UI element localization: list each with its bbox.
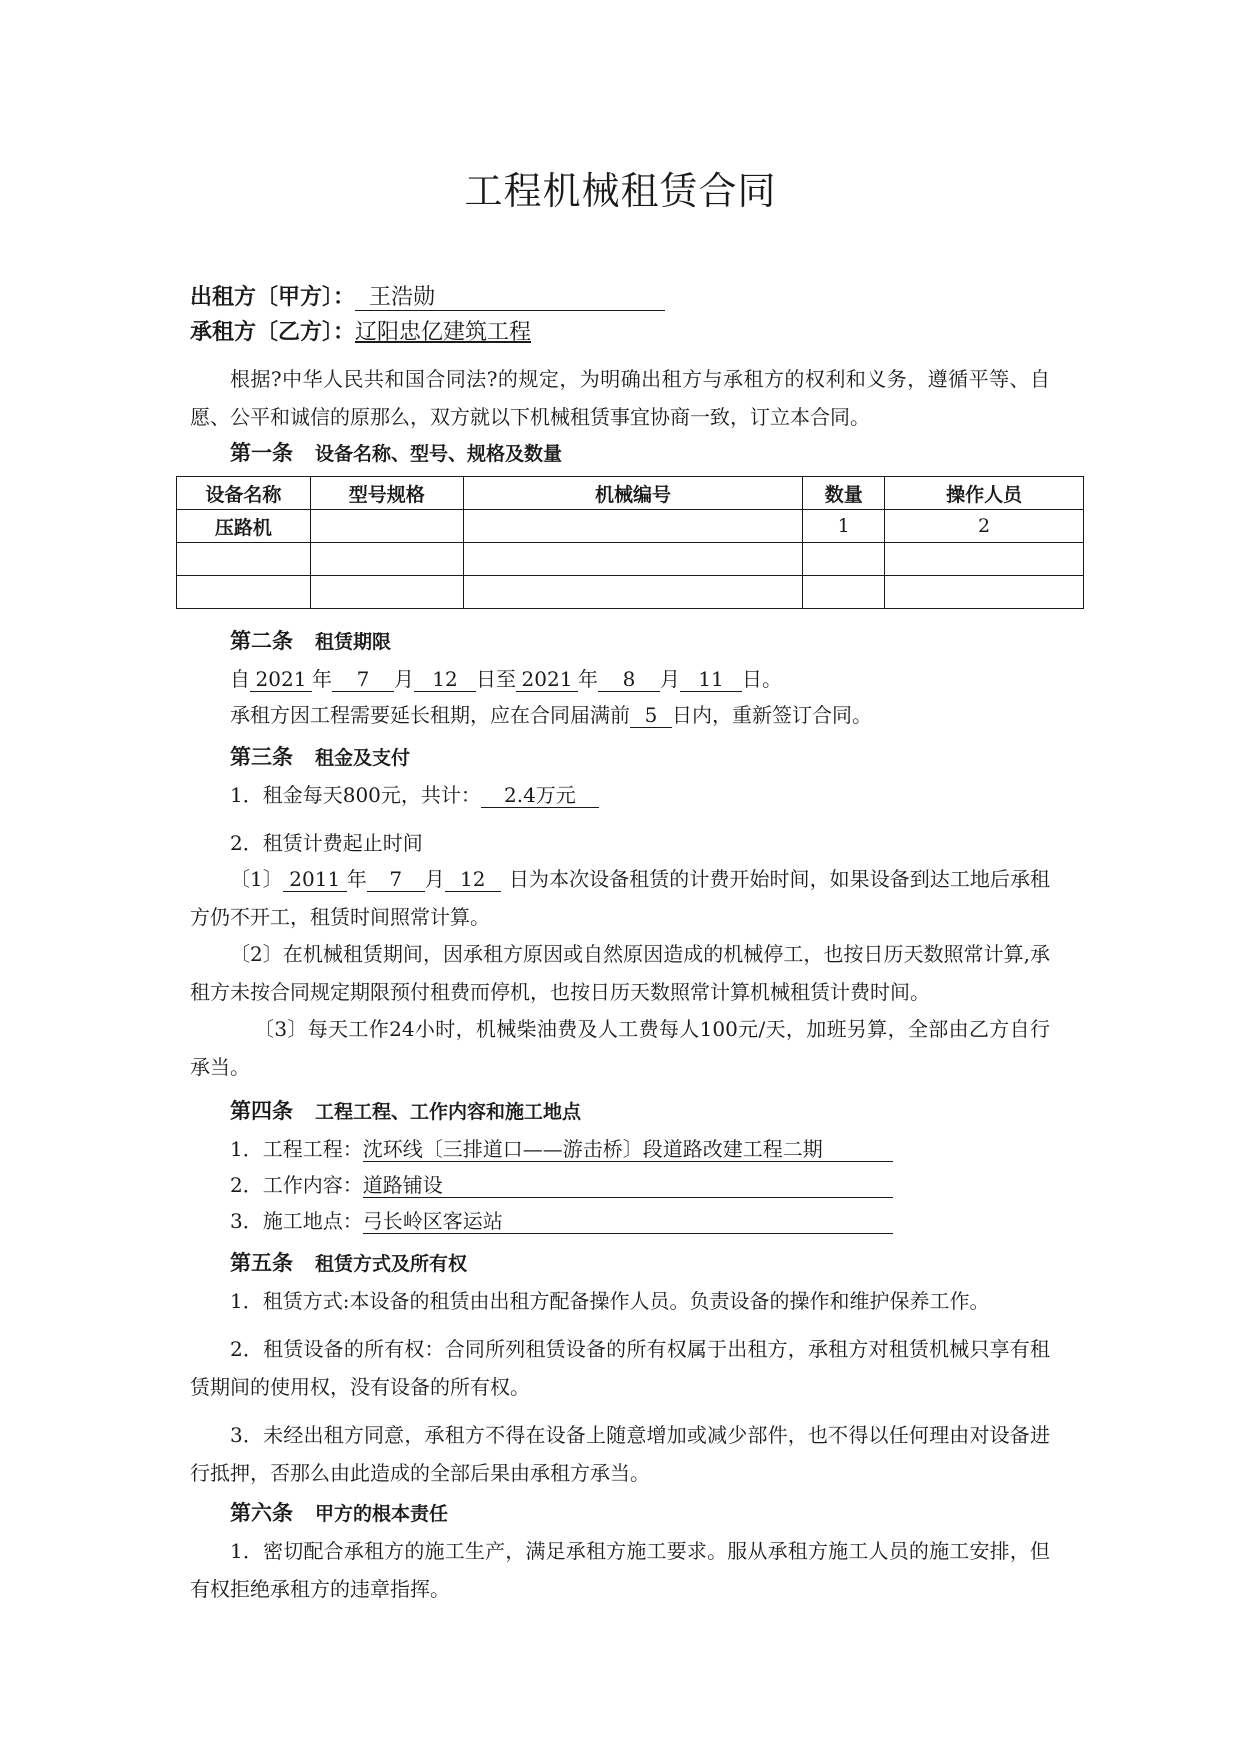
article-6-number: 第六条: [230, 1501, 293, 1525]
art5-item-1: 1．租赁方式:本设备的租赁由出租方配备操作人员。负责设备的操作和维护保养工作。: [230, 1289, 990, 1313]
year-label: 年: [312, 667, 332, 691]
article-2-number: 第二条: [230, 629, 293, 653]
billing-start-month: 7: [367, 867, 425, 892]
article-1-title: 设备名称、型号、规格及数量: [315, 443, 563, 465]
table-cell: [885, 543, 1084, 576]
month-label: 月: [424, 867, 445, 891]
start-year: 2021: [250, 667, 312, 692]
article-6-heading: [230, 1500, 448, 1527]
project-line: [230, 1136, 893, 1162]
table-row: [177, 576, 1084, 609]
lessor-line: [190, 285, 665, 311]
month-label: 月: [394, 667, 414, 691]
table-cell: [177, 543, 311, 576]
period-to-label: 日至: [476, 667, 516, 691]
table-cell: [803, 576, 885, 609]
start-day: 12: [414, 667, 476, 692]
billing-start-text: 日为本次设备租赁的计费开始时间，如果设备到达工地后承租方仍不开工，租赁时间照常计算。: [190, 867, 1050, 929]
table-cell: [463, 510, 803, 543]
article-4-number: 第四条: [230, 1099, 293, 1123]
article-5-title: 租赁方式及所有权: [315, 1253, 468, 1275]
end-day: 11: [680, 667, 742, 692]
article-3-title: 租金及支付: [315, 747, 411, 769]
billing-start-day: 12: [445, 867, 501, 892]
article-5-heading: [230, 1250, 467, 1277]
project-value: 沈环线〔三排道口——游击桥〕段道路改建工程二期: [363, 1137, 893, 1162]
site-line: [230, 1208, 893, 1234]
end-month: 8: [598, 667, 660, 692]
table-cell: 压路机: [177, 510, 311, 543]
table-cell: [310, 576, 463, 609]
table-cell: [463, 576, 803, 609]
intro-paragraph: 根据?中华人民共和国合同法?的规定，为明确出租方与承租方的权利和义务，遵循平等、自愿、公平和诚信的原那么，双方就以下机械租赁事宜协商一致，订立本合同。: [190, 367, 1050, 429]
year-label: 年: [346, 867, 367, 891]
col-header-quantity: 数量: [803, 477, 885, 510]
start-month: 7: [332, 667, 394, 692]
billing-period-heading: 2．租赁计费起止时间: [230, 831, 423, 855]
table-cell: [885, 576, 1084, 609]
table-cell: [310, 543, 463, 576]
site-label: 3．施工地点：: [230, 1209, 363, 1233]
site-value: 弓长岭区客运站: [363, 1209, 893, 1234]
art5-item-2: 2．租赁设备的所有权：合同所列租赁设备的所有权属于出租方，承租方对租赁机械只享有租赁期间的使用权，没有设备的所有权。: [190, 1337, 1050, 1399]
article-1-heading: [230, 440, 562, 467]
work-content-label: 2．工作内容：: [230, 1173, 363, 1197]
article-2-title: 租赁期限: [315, 631, 392, 653]
year-label: 年: [578, 667, 598, 691]
art5-item-3: 3．未经出租方同意，承租方不得在设备上随意增加或减少部件，也不得以任何理由对设备进行抵押，否那么由此造成的全部后果由承租方承当。: [190, 1423, 1050, 1485]
article-3-number: 第三条: [230, 745, 293, 769]
work-content-value: 道路铺设: [363, 1173, 893, 1198]
article-5-number: 第五条: [230, 1251, 293, 1275]
period-end-suffix: 日。: [742, 667, 782, 691]
lessor-label: 出租方〔甲方〕：: [190, 285, 356, 310]
rent-total-value: 2.4万元: [481, 783, 599, 808]
article-4-title: 工程工程、工作内容和施工地点: [315, 1101, 582, 1123]
col-header-name: 设备名称: [177, 477, 311, 510]
rent-daily-label: 1．租金每天800元，共计：: [230, 783, 481, 807]
col-header-model: 型号规格: [310, 477, 463, 510]
extension-suffix: 日内，重新签订合同。: [672, 703, 872, 727]
table-cell: 1: [803, 510, 885, 543]
table-cell: [803, 543, 885, 576]
table-cell: [177, 576, 311, 609]
clause-1-prefix: 〔1〕: [230, 867, 283, 891]
table-cell: [463, 543, 803, 576]
table-cell: 2: [885, 510, 1084, 543]
lease-period-line: [230, 666, 782, 692]
article-3-heading: [230, 744, 410, 771]
billing-start-year: 2011: [283, 867, 347, 892]
lessee-value: 辽阳忠亿建筑工程: [355, 320, 532, 345]
project-label: 1．工程工程：: [230, 1137, 363, 1161]
lessor-value: 王浩勋: [355, 286, 665, 311]
end-year: 2021: [516, 667, 578, 692]
document-title: 工程机械租赁合同: [464, 169, 777, 213]
month-label: 月: [660, 667, 680, 691]
lessee-line: [190, 320, 531, 346]
clause-3-text: 〔3〕每天工作24小时，机械柴油费及人工费每人100元/天，加班另算，全部由乙方自行承当。: [190, 1017, 1050, 1079]
table-row: [177, 510, 1084, 543]
equipment-table: [176, 476, 1084, 609]
art6-item-1: 1．密切配合承租方的施工生产，满足承租方施工要求。服从承租方施工人员的施工安排，但有权拒绝承租方的违章指挥。: [190, 1539, 1050, 1601]
clause-2-text: 〔2〕在机械租赁期间，因承租方原因或自然原因造成的机械停工，也按日历天数照常计算,承租方未按合同规定期限预付租费而停机，也按日历天数照常计算机械租赁计费时间。: [190, 942, 1050, 1004]
col-header-serial: 机械编号: [463, 477, 803, 510]
article-1-number: 第一条: [230, 441, 293, 465]
work-content-line: [230, 1172, 893, 1198]
rent-total-line: [230, 782, 599, 808]
table-cell: [310, 510, 463, 543]
extension-days: 5: [630, 703, 672, 728]
article-2-heading: [230, 628, 391, 655]
table-row: [177, 543, 1084, 576]
extension-line: [230, 702, 872, 728]
extension-prefix: 承租方因工程需要延长租期，应在合同届满前: [230, 703, 630, 727]
lessee-label: 承租方〔乙方〕：: [190, 320, 356, 345]
period-from-label: 自: [230, 667, 250, 691]
table-header-row: [177, 477, 1084, 510]
article-4-heading: [230, 1098, 581, 1125]
col-header-operators: 操作人员: [885, 477, 1084, 510]
article-6-title: 甲方的根本责任: [315, 1503, 449, 1525]
